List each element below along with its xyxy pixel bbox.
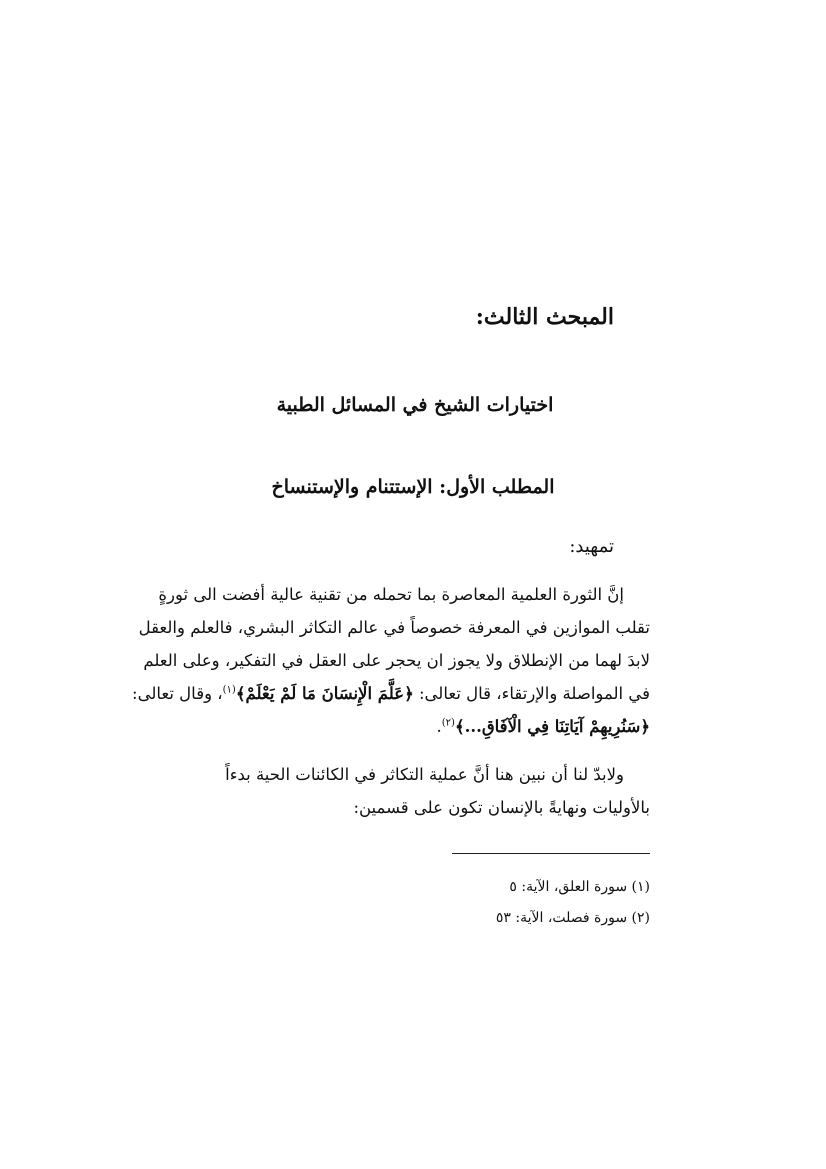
second-paragraph [172, 758, 650, 824]
paragraph-line: إنَّ الثورة العلمية المعاصرة بما تحمله من تقنية عالية أفضت الى ثورةٍ [158, 585, 624, 604]
quran-verse: ﴿سَنُرِيهِمْ آيَاتِنَا فِي الْآفَاقِ...﴾ [454, 717, 650, 736]
footnote-1: (١) سورة العلق، الآية: ٥ [509, 879, 650, 895]
footnote-reference[interactable]: (٢) [441, 717, 455, 729]
paragraph-text: . [436, 717, 442, 736]
intro-label: تمهيد: [569, 536, 614, 557]
paragraph-line: بالأوليات ونهايةً بالإنسان تكون على قسمين: [353, 798, 650, 817]
paragraph-line: تقلب الموازين في المعرفة خصوصاً في عالم التكاثر البشري، فالعلم والعقل [138, 618, 650, 637]
footnotes [172, 872, 650, 934]
subsection-heading: المطلب الأول: الإستتنام والإستنساخ [271, 476, 555, 498]
paragraph-line: لابدَ لهما من الإنطلاق ولا يجوز ان يحجر على العقل في التفكير، وعلى العلم [143, 651, 650, 670]
paragraph-line: ولابدّ لنا أن نبين هنا أنَّ عملية التكاثر في الكائنات الحية بدءاً [225, 765, 624, 784]
footnote-2: (٢) سورة فصلت، الآية: ٥٣ [495, 910, 650, 926]
paragraph-line [132, 677, 650, 710]
section-heading: اختيارات الشيخ في المسائل الطبية [276, 394, 554, 416]
footnote-reference[interactable]: (١) [222, 684, 236, 696]
quran-verse: ﴿عَلَّمَ الْإِنسَانَ مَا لَمْ يَعْلَمْ﴾ [235, 684, 414, 703]
paragraph-text: ، وقال تعالى: [132, 684, 223, 703]
paragraph-text: في المواصلة والإرتقاء، قال تعالى: [413, 684, 650, 703]
footnote-separator [452, 853, 650, 854]
paragraph-line [172, 710, 650, 743]
chapter-heading: المبحث الثالث: [475, 304, 614, 330]
intro-paragraph [132, 578, 650, 743]
